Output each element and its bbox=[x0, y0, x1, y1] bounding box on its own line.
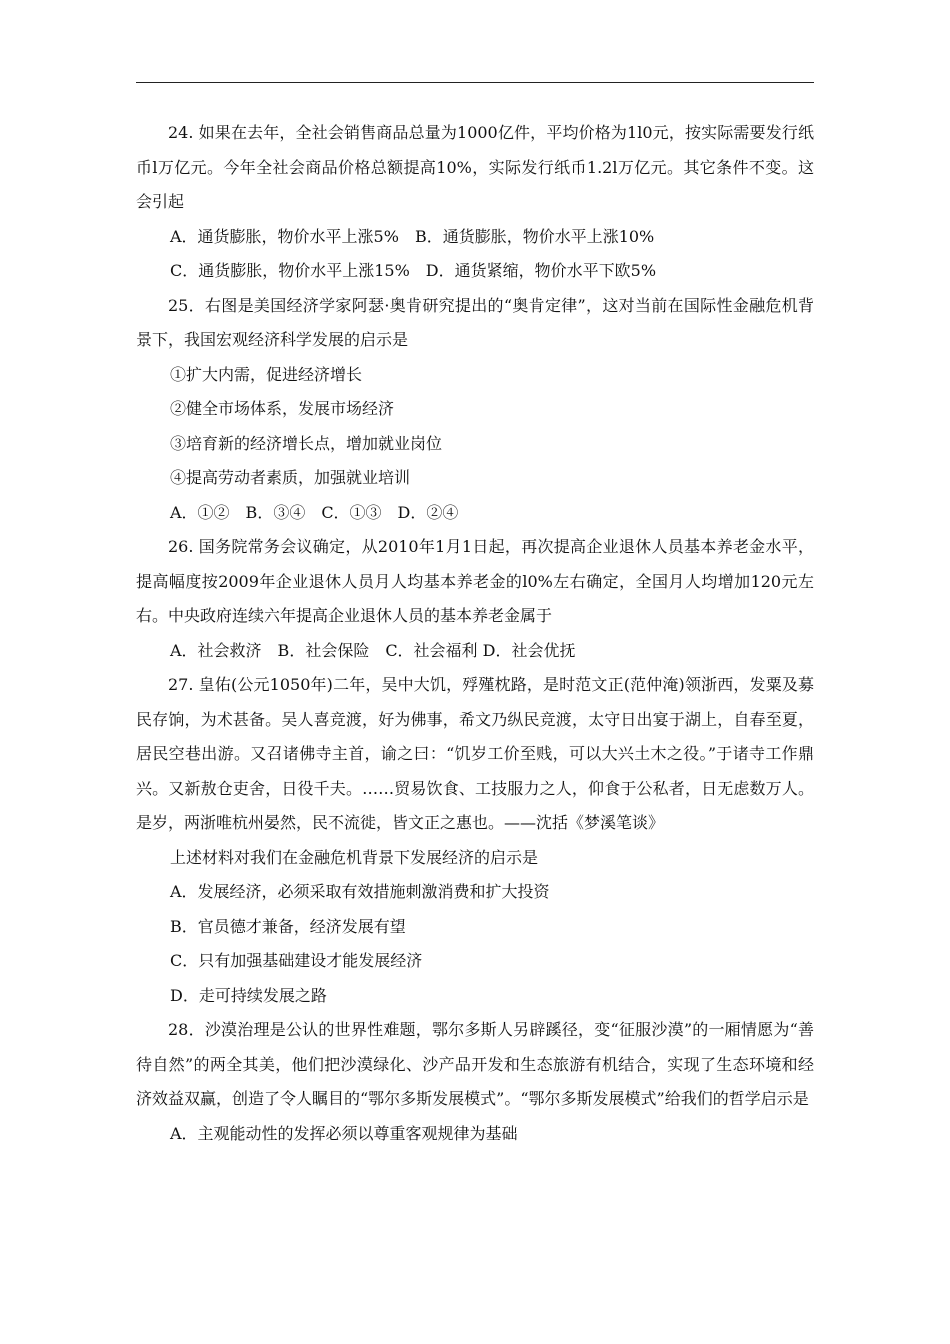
question-24-options-cd: C．通货膨胀，物价水平上涨15% D．通货紧缩，物价水平下欧5% bbox=[170, 261, 657, 280]
question-25-item: ③培育新的经济增长点，增加就业岗位 bbox=[170, 433, 443, 453]
question-25 bbox=[136, 289, 814, 531]
question-24-stem: 24. 如果在去年，全社会销售商品总量为1000亿件，平均价格为1l0元，按实际需要发行纸币l万亿元。今年全社会商品价格总额提高10%，实际发行纸币1.2l万亿元。其它条件不变。这会引起 bbox=[136, 123, 814, 211]
question-27-option-c: C．只有加强基础建设才能发展经济 bbox=[170, 951, 423, 970]
question-26-options: A．社会救济 B．社会保险 C．社会福利 D．社会优抚 bbox=[170, 640, 576, 660]
question-25-options: A．①② B．③④ C．①③ D．②④ bbox=[170, 502, 459, 522]
question-27-option-b: B．官员德才兼备，经济发展有望 bbox=[170, 916, 406, 936]
question-26-stem: 26. 国务院常务会议确定，从2010年1月1日起，再次提高企业退休人员基本养老金水平，提高幅度按2009年企业退休人员月人均基本养老金的l0%左右确定，全国月人均增加120元左右。中央政府连续六年提高企业退休人员的基本养老金属于 bbox=[136, 537, 814, 625]
exam-page-body bbox=[136, 116, 814, 1151]
question-27-option-d: D．走可持续发展之路 bbox=[170, 985, 327, 1005]
question-28-option-a: A．主观能动性的发挥必须以尊重客观规律为基础 bbox=[170, 1123, 518, 1143]
header-rule bbox=[136, 82, 814, 83]
question-24 bbox=[136, 116, 814, 289]
question-26 bbox=[136, 530, 814, 668]
question-27-question: 上述材料对我们在金融危机背景下发展经济的启示是 bbox=[170, 847, 539, 867]
question-27 bbox=[136, 668, 814, 1013]
question-25-item: ④提高劳动者素质，加强就业培训 bbox=[170, 468, 411, 487]
question-25-stem: 25．右图是美国经济学家阿瑟·奥肯研究提出的“奥肯定律”，这对当前在国际性金融危机背景下，我国宏观经济科学发展的启示是 bbox=[136, 295, 814, 349]
question-28 bbox=[136, 1013, 814, 1151]
question-28-stem: 28．沙漠治理是公认的世界性难题，鄂尔多斯人另辟蹊径，变“征服沙漠”的一厢情愿为“善待自然”的两全其美，他们把沙漠绿化、沙产品开发和生态旅游有机结合，实现了生态环境和经济效益双赢，创造了令人瞩目的“鄂尔多斯发展模式”。“鄂尔多斯发展模式”给我们的哲学启示是 bbox=[136, 1020, 814, 1108]
question-24-options-ab: A．通货膨胀，物价水平上涨5% B．通货膨胀，物价水平上涨10% bbox=[170, 226, 655, 246]
question-25-item: ①扩大内需，促进经济增长 bbox=[170, 364, 363, 384]
question-25-item: ②健全市场体系，发展市场经济 bbox=[170, 399, 395, 418]
question-27-option-a: A．发展经济，必须采取有效措施刺激消费和扩大投资 bbox=[170, 882, 550, 901]
question-27-material: 27. 皇佑(公元1050年)二年，吴中大饥，殍殣枕路，是时范文正(范仲淹)领浙西，发粟及募民存饷，为术甚备。吴人喜竞渡，好为佛事，希文乃纵民竞渡，太守日出宴于湖上，自春至夏，居民空巷出游。又召诸佛寺主首，谕之曰：“饥岁工价至贱，可以大兴土木之役。”于诸寺工作鼎兴。又新敖仓吏舍，日役千夫。……贸易饮食、工技服力之人，仰食于公私者，日无虑数万人。是岁，两浙唯杭州晏然，民不流徙，皆文正之惠也。——沈括《梦溪笔谈》 bbox=[136, 675, 814, 832]
